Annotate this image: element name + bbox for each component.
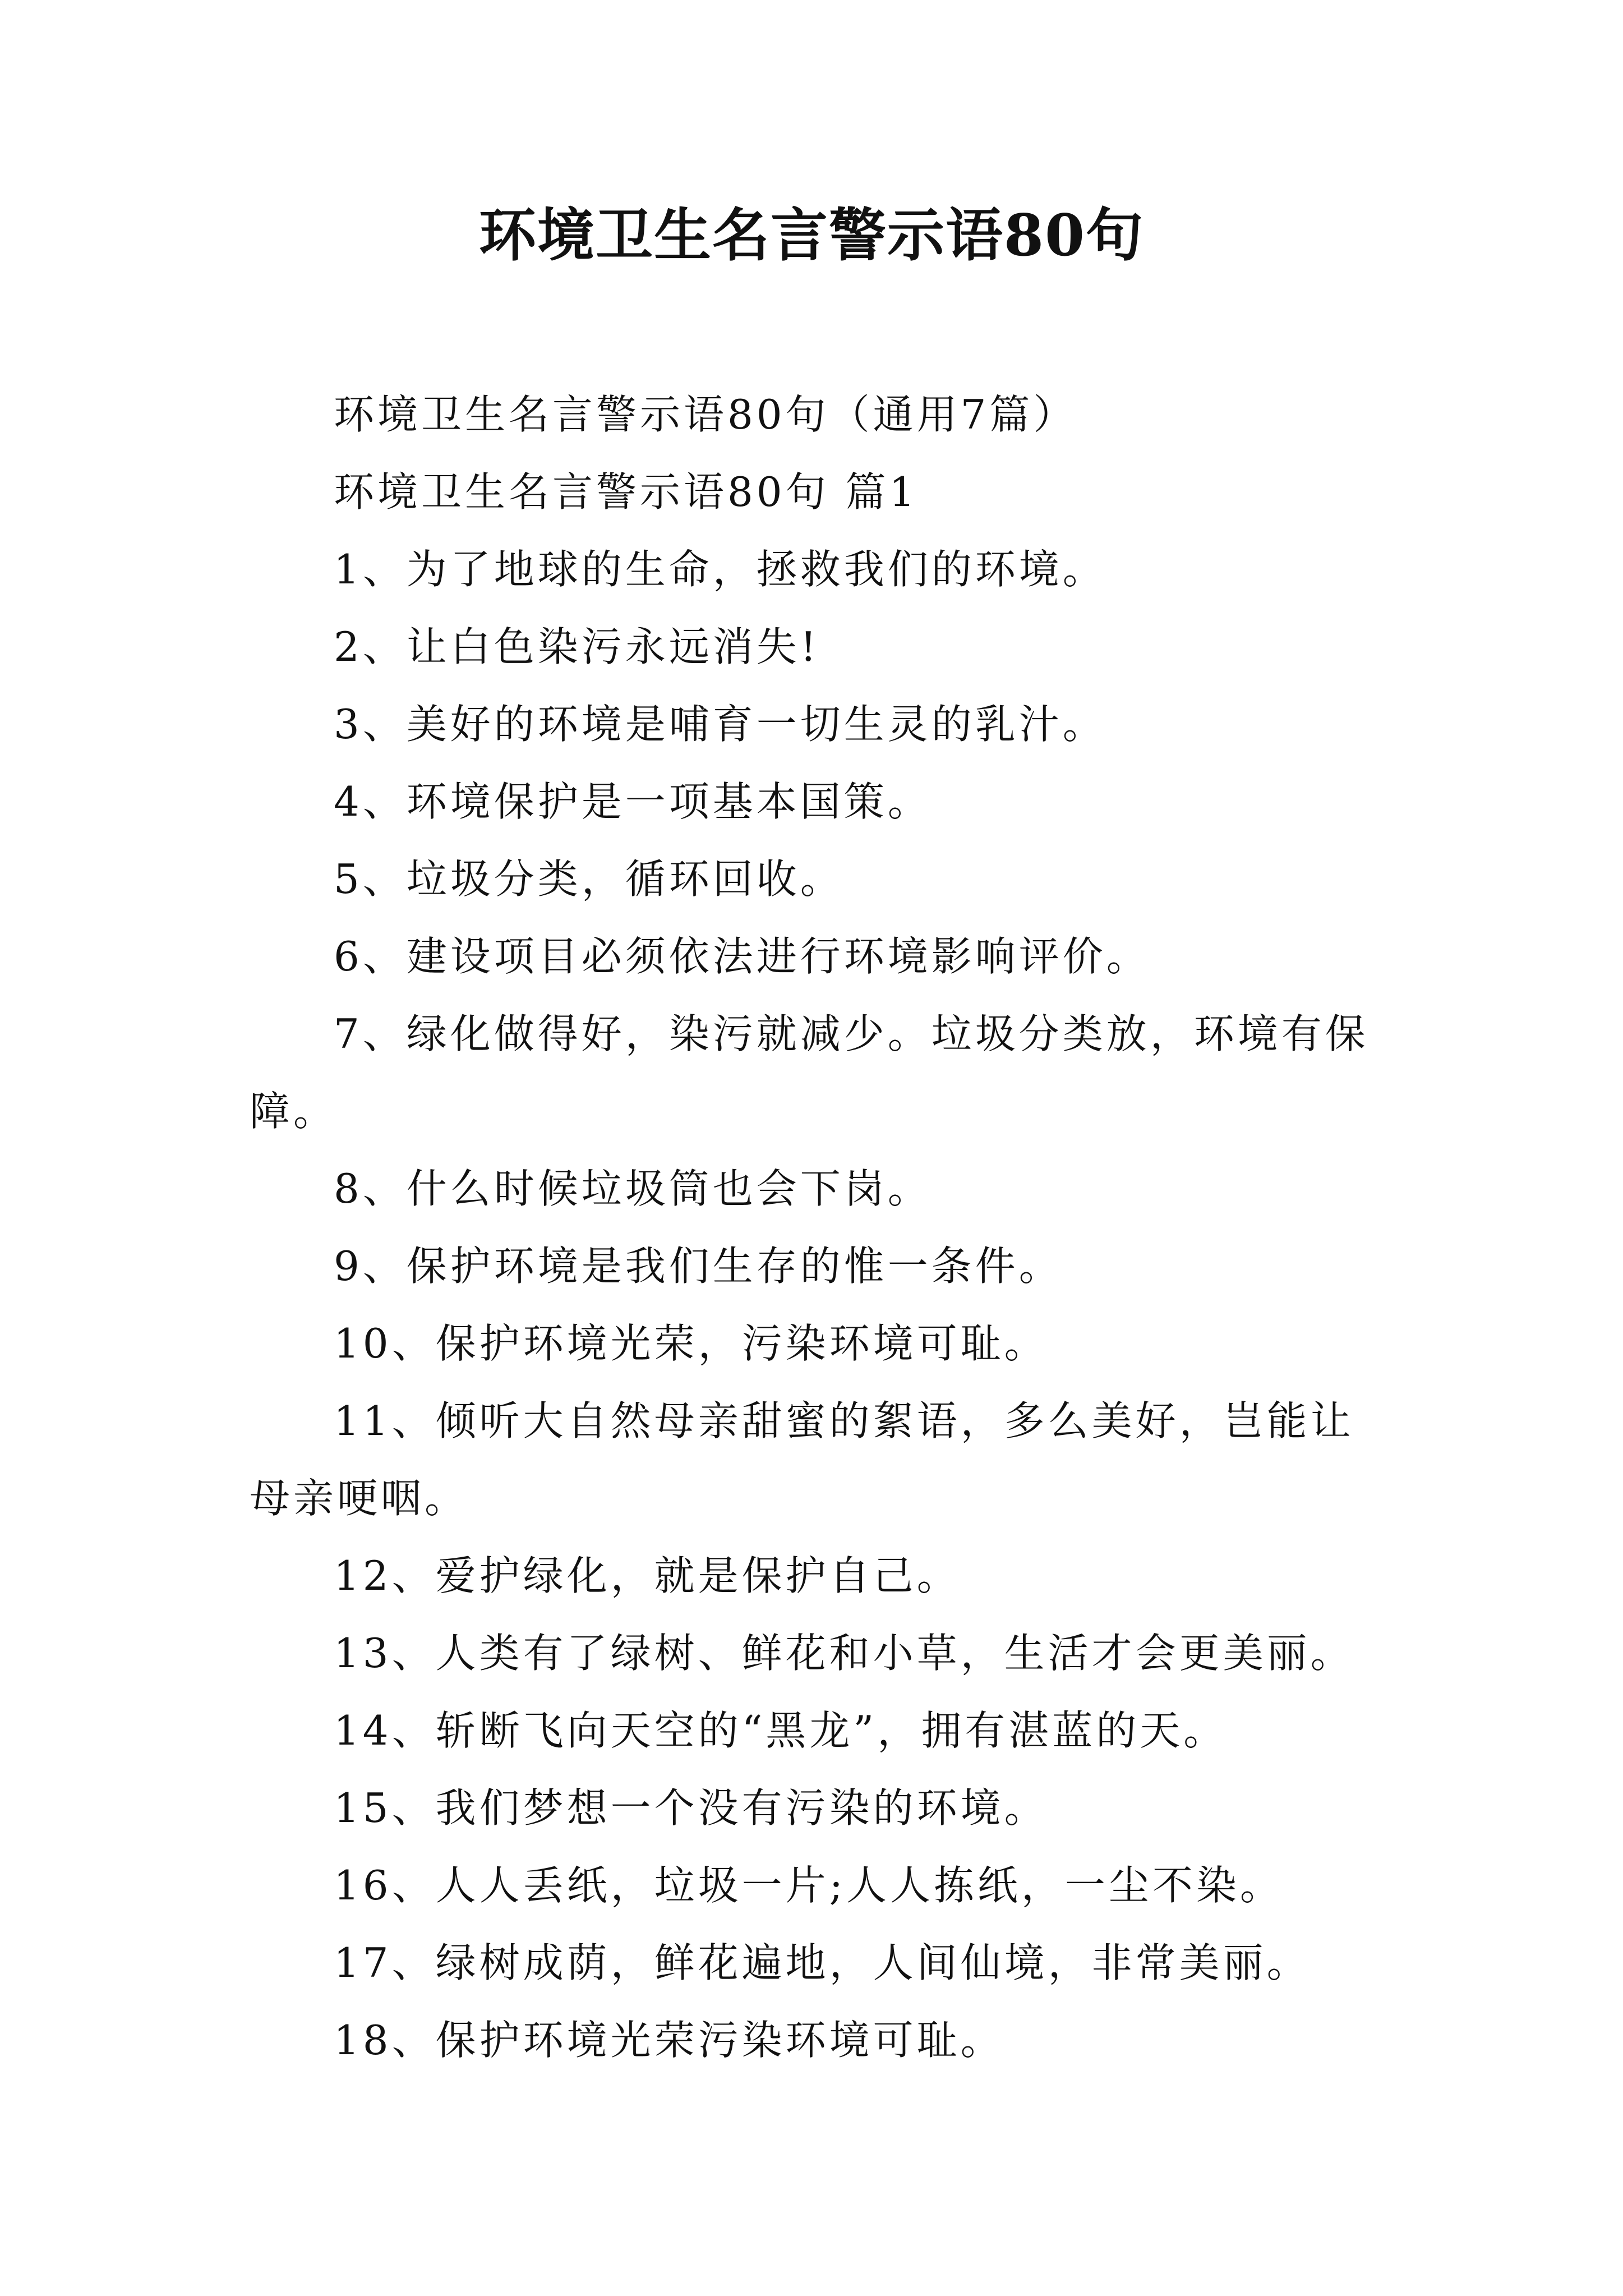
document-title: 环境卫生名言警示语80句 (479, 202, 1144, 269)
paragraph-item-8: 8、什么时候垃圾筒也会下岗。 (334, 1165, 932, 1212)
paragraph-item-15: 15、我们梦想一个没有污染的环境。 (334, 1784, 1048, 1832)
paragraph-item-16: 16、人人丢纸，垃圾一片;人人拣纸，一尘不染。 (334, 1862, 1284, 1909)
paragraph-item-3: 3、美好的环境是哺育一切生灵的乳汁。 (334, 701, 1106, 748)
paragraph-item-12: 12、爱护绿化，就是保护自己。 (334, 1552, 961, 1599)
paragraph-item-2: 2、让白色染污永远消失! (334, 623, 820, 670)
paragraph-item-11: 11、倾听大自然母亲甜蜜的絮语，多么美好，岂能让母亲哽咽。 (250, 1397, 1354, 1522)
paragraph-item-4: 4、环境保护是一项基本国策。 (334, 778, 932, 825)
paragraph-subtitle: 环境卫生名言警示语80句（通用7篇） (334, 391, 1077, 438)
paragraph-item-14: 14、斩断飞向天空的“黑龙”，拥有湛蓝的天。 (334, 1707, 1228, 1754)
paragraph-item-17: 17、绿树成荫，鲜花遍地，人间仙境，非常美丽。 (334, 1939, 1311, 1986)
paragraph-section-heading: 环境卫生名言警示语80句 篇1 (334, 468, 919, 516)
paragraph-item-1: 1、为了地球的生命，拯救我们的环境。 (334, 546, 1106, 593)
paragraph-item-13: 13、人类有了绿树、鲜花和小草，生活才会更美丽。 (334, 1630, 1354, 1677)
paragraph-item-10: 10、保护环境光荣，污染环境可耻。 (334, 1320, 1048, 1367)
paragraph-item-5: 5、垃圾分类，循环回收。 (334, 855, 844, 903)
paragraph-item-9: 9、保护环境是我们生存的惟一条件。 (334, 1243, 1063, 1290)
paragraph-item-6: 6、建设项目必须依法进行环境影响评价。 (334, 933, 1150, 980)
document-body (250, 376, 1394, 2079)
paragraph-item-18: 18、保护环境光荣污染环境可耻。 (334, 2017, 1004, 2064)
paragraph-item-7: 7、绿化做得好，染污就减少。垃圾分类放，环境有保障。 (250, 1010, 1369, 1135)
